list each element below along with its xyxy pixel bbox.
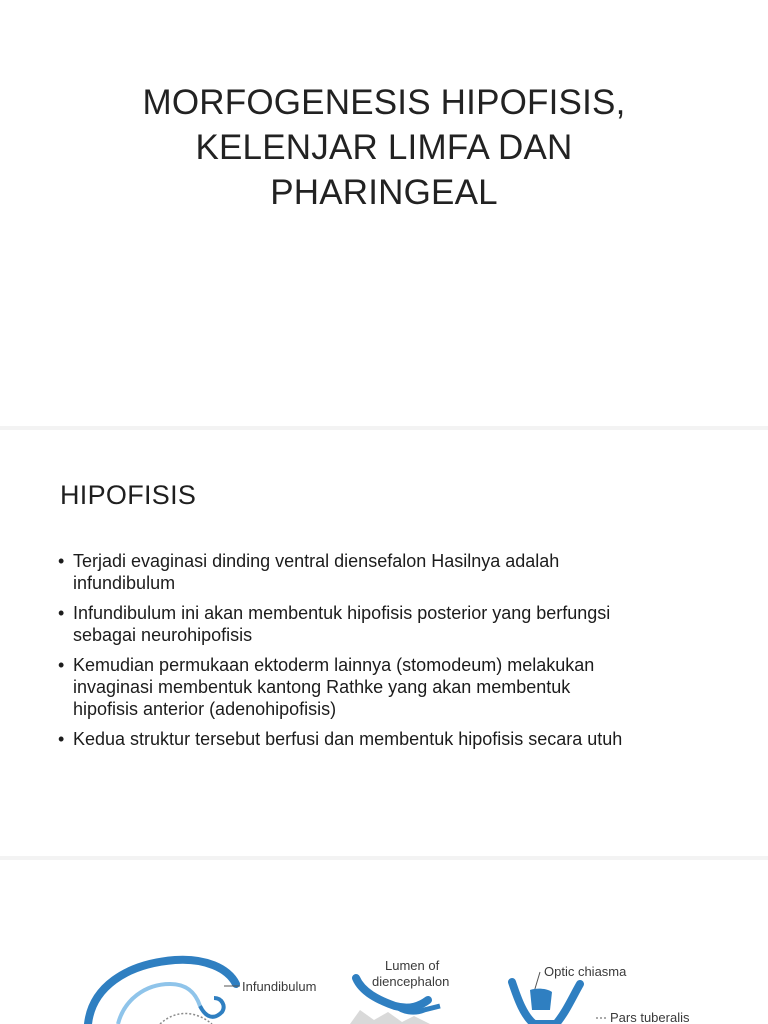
bullet-text-line: sebagai neurohipofisis bbox=[73, 625, 253, 645]
diencephalon-illustration bbox=[350, 958, 449, 1024]
infundibulum-shape bbox=[200, 998, 224, 1017]
title-slide bbox=[0, 0, 768, 426]
optic-chiasma-shape bbox=[530, 989, 552, 1010]
inner-lumen-outline bbox=[118, 984, 200, 1024]
pituitary-development-diagram bbox=[0, 860, 768, 1024]
title-line: MORFOGENESIS HIPOFISIS, bbox=[142, 83, 626, 122]
bullet-icon: • bbox=[58, 729, 65, 749]
bullet-text-line: invaginasi membentuk kantong Rathke yang akan membentuk bbox=[73, 677, 571, 697]
section-heading: HIPOFISIS bbox=[60, 480, 197, 510]
bullet-item bbox=[58, 654, 738, 720]
bullet-text-line: Terjadi evaginasi dinding ventral diensefalon Hasilnya adalah bbox=[73, 551, 560, 571]
bullet-icon: • bbox=[58, 655, 65, 675]
neural-tube-outline bbox=[88, 960, 236, 1024]
pituitary-illustration bbox=[512, 964, 690, 1024]
bullet-text-line: hipofisis anterior (adenohipofisis) bbox=[73, 699, 337, 719]
label-lumen-line2: diencephalon bbox=[372, 974, 450, 989]
bullet-icon: • bbox=[58, 603, 65, 623]
bullet-item bbox=[58, 602, 738, 646]
bullet-icon: • bbox=[58, 551, 65, 571]
title-line: KELENJAR LIMFA DAN bbox=[195, 128, 573, 167]
diagram-slide bbox=[0, 860, 768, 1024]
label-pars-tuberalis: Pars tuberalis bbox=[610, 1010, 690, 1024]
title-line: PHARINGEAL bbox=[270, 173, 498, 212]
label-optic-chiasma: Optic chiasma bbox=[544, 964, 627, 979]
embryo-head-illustration bbox=[88, 960, 316, 1024]
slide-title bbox=[80, 80, 688, 215]
bullet-text-line: infundibulum bbox=[73, 573, 176, 593]
label-infundibulum: Infundibulum bbox=[242, 979, 317, 994]
bullet-text-line: Kedua struktur tersebut berfusi dan membentuk hipofisis secara utuh bbox=[73, 729, 623, 749]
bullet-text-line: Kemudian permukaan ektoderm lainnya (stomodeum) melakukan bbox=[73, 655, 595, 675]
bullet-item bbox=[58, 728, 738, 750]
label-lumen-line1: Lumen of bbox=[385, 958, 440, 973]
content-slide bbox=[0, 430, 768, 856]
bullet-list bbox=[58, 550, 738, 758]
bullet-item bbox=[58, 550, 738, 594]
bullet-text-line: Infundibulum ini akan membentuk hipofisis posterior yang berfungsi bbox=[73, 603, 611, 623]
